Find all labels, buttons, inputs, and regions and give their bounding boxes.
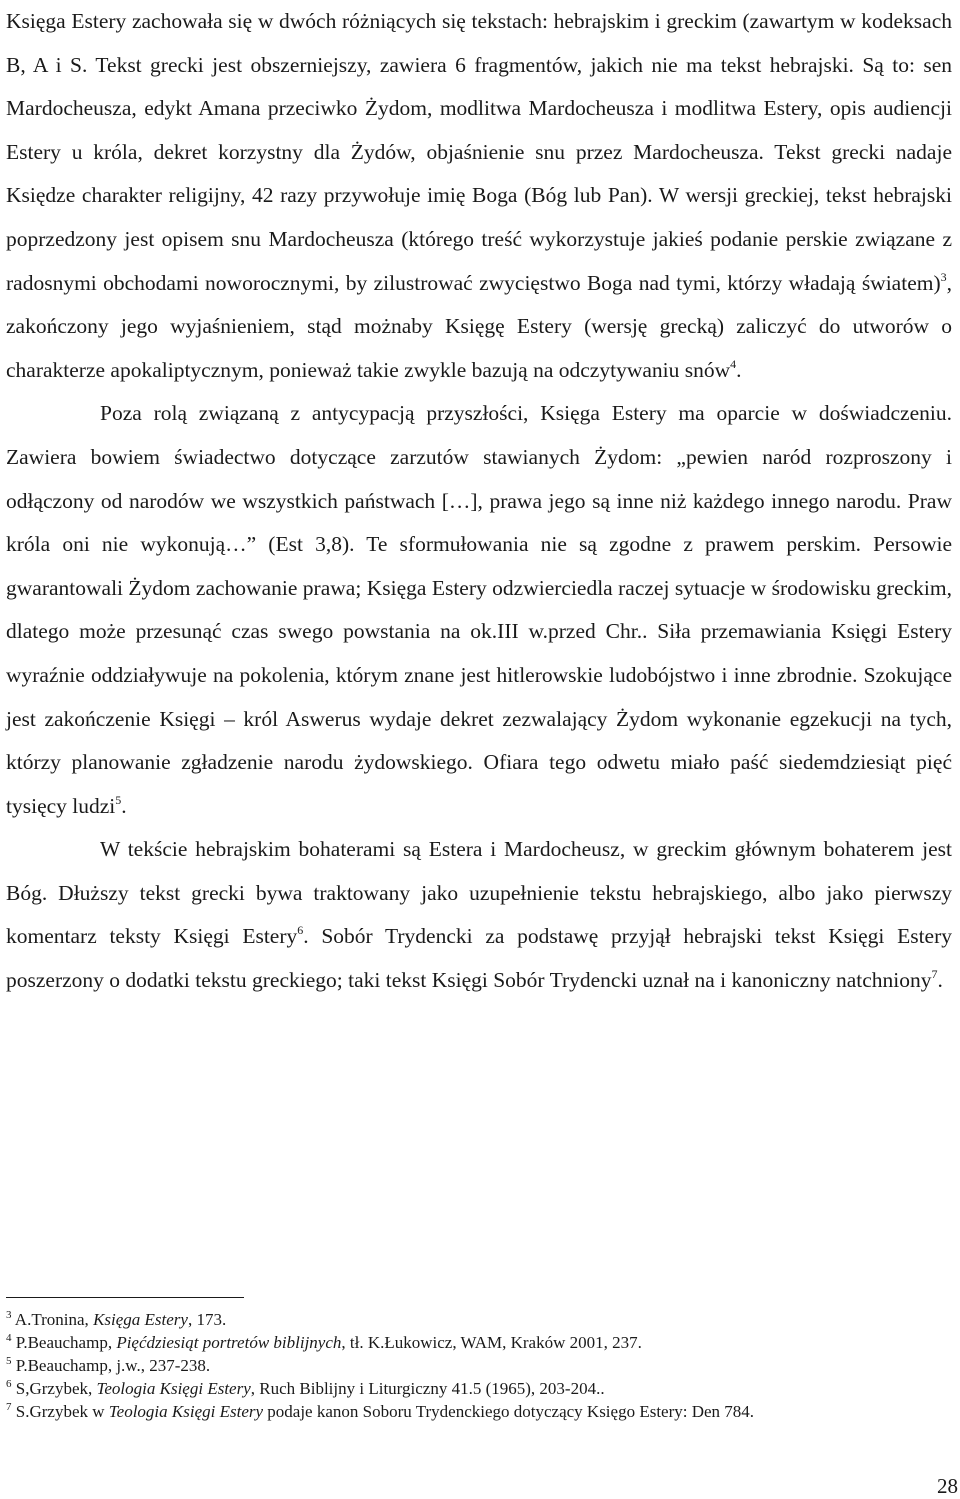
footnote-text: S,Grzybek, (11, 1379, 97, 1398)
paragraph (6, 828, 952, 1002)
footnotes (6, 1308, 952, 1423)
footnote-ref: 5 (115, 792, 122, 807)
footnote-title: Pięćdziesiąt portretów biblijnych (116, 1333, 342, 1352)
footnote-ref: 4 (730, 356, 737, 371)
text-run: . Sobór Trydencki za podstawę przyjął hebrajski tekst Księgi Estery poszerzony o dodatki tekstu greckiego; taki tekst Księgi Sobór Trydencki uznał na i kanoniczny natchniony (6, 924, 952, 993)
text-run: Księga Estery zachowała się w dwóch różniących się tekstach: hebrajskim i greckim (zawartym w kodeksach B, A i S. Tekst grecki jest obszerniejszy, zawiera 6 fragmentów, jakich nie ma tekst hebrajski. Są to: sen Mardocheusza, edykt Amana przeciwko Żydom, modlitwa Mardocheusza i modlitwa Estery, opis audiencji Estery u króla, dekret korzystny dla Żydów, objaśnienie snu przez Mardocheusza. Tekst grecki nadaje Księdze charakter religijny, 42 razy przywołuje imię Boga (Bóg lub Pan). W wersji greckiej, tekst hebrajski poprzedzony jest opisem snu Mardocheusza (którego treść wykorzystuje jakieś podanie perskie związane z radosnymi obchodami noworocznymi, by zilustrować zwycięstwo Boga nad tymi, którzy władają światem) (6, 9, 952, 295)
footnote (6, 1354, 952, 1377)
footnote-number: 6 (6, 1378, 12, 1390)
paragraph (6, 0, 952, 392)
footnote-text: , tł. K.Łukowicz, WAM, Kraków 2001, 237. (341, 1333, 642, 1352)
text-run: . (736, 357, 742, 382)
footnote-ref: 6 (297, 923, 304, 938)
footnote-title: Teologia Księgi Estery (108, 1402, 264, 1421)
text-run: , zakończony jego wyjaśnieniem, stąd możnaby Księgę Estery (wersję grecką) zaliczyć do utworów o charakterze apokaliptycznym, ponieważ takie zwykle bazują na odczytywaniu snów (6, 270, 952, 382)
text-run: W tekście hebrajskim bohaterami są Estera i Mardocheusz, w greckim głównym bohaterem jest Bóg. Dłuższy tekst grecki bywa traktowany jako uzupełnienie tekstu hebrajskiego, albo jako pierwszy komentarz teksty Księgi Estery (6, 837, 952, 949)
page-number: 28 (937, 1474, 958, 1498)
footnote (6, 1331, 952, 1354)
footnote (6, 1400, 952, 1423)
paragraph (6, 392, 952, 828)
footnote-text: P.Beauchamp, (11, 1333, 117, 1352)
text-run: . (937, 968, 943, 993)
footnote-number: 4 (6, 1332, 12, 1344)
footnote-text: P.Beauchamp, j.w., 237-238. (11, 1356, 211, 1375)
footnote-text: S.Grzybek w (11, 1402, 109, 1421)
footnote (6, 1377, 952, 1400)
footnote-separator (6, 1297, 244, 1298)
footnote-number: 5 (6, 1355, 12, 1367)
text-run: Poza rolą związaną z antycypacją przyszłości, Księga Estery ma oparcie w doświadczeniu. Zawiera bowiem świadectwo dotyczące zarzutów stawianych Żydom: „pewien naród rozproszony i odłączony od narodów we wszystkich państwach […], prawa jego są inne niż każdego innego narodu. Praw króla oni nie wykonują…” (Est 3,8). Te sformułowania nie są zgodne z prawem perskim. Persowie gwarantowali Żydom zachowanie prawa; Księga Estery odzwierciedla raczej sytuacje w środowisku greckim, dlatego może przesunąć czas swego powstania na ok.III w.przed Chr.. Siła przemawiania Księgi Estery wyraźnie oddziaływuje na pokolenia, którym znane jest hitlerowskie ludobójstwo i inne zbrodnie. Szokujące jest zakończenie Księgi – król Aswerus wydaje dekret zezwalający Żydom wykonanie egzekucji na tych, którzy planowanie zgładzenie narodu żydowskiego. Ofiara tego odwetu miało paść siedemdziesiąt pięć tysięcy ludzi (6, 401, 952, 818)
footnote-title: Księga Estery (93, 1310, 188, 1329)
footnote-text: , Ruch Biblijny i Liturgiczny 41.5 (1965), 203-204.. (250, 1379, 605, 1398)
footnote (6, 1308, 952, 1331)
footnote-ref: 7 (931, 967, 938, 982)
footnote-text: A.Tronina, (11, 1310, 94, 1329)
footnote-number: 3 (6, 1309, 12, 1321)
footnote-text: , 173. (187, 1310, 227, 1329)
footnote-number: 7 (6, 1401, 12, 1413)
text-run: . (121, 793, 127, 818)
body-text (6, 0, 952, 1003)
footnote-text: podaje kanon Soboru Trydenckiego dotyczący Księgo Estery: Den 784. (263, 1402, 755, 1421)
footnote-ref: 3 (940, 269, 947, 284)
footnote-title: Teologia Księgi Estery (96, 1379, 251, 1398)
